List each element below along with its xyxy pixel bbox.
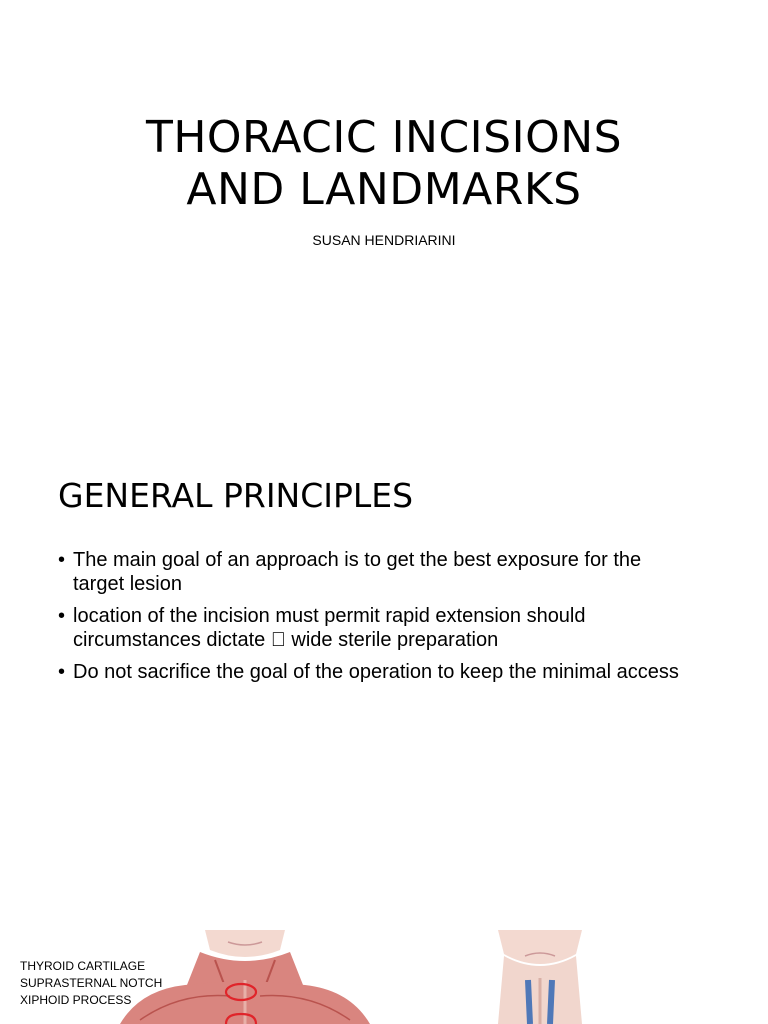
bullet-list: [58, 548, 738, 692]
landmark-label-xiphoid-process: XIPHOID PROCESS: [20, 993, 132, 1007]
bullet-text-line-1: location of the incision must permit rapid extension should: [73, 605, 586, 627]
bullet-item: [58, 604, 738, 652]
slide-title-line-2: AND LANDMARKS: [186, 164, 582, 215]
anatomy-muscles-illustration: [120, 930, 370, 1024]
slide-title-line-1: THORACIC INCISIONS: [145, 112, 623, 163]
bullet-text-line-2: target lesion: [73, 573, 182, 595]
bullet-marker: •: [58, 549, 66, 571]
anatomy-neck-illustration: [470, 930, 610, 1024]
slide-subtitle-author: SUSAN HENDRIARINI: [312, 232, 456, 248]
bullet-text-line-2: circumstances dictate wide sterile preparation: [73, 629, 478, 651]
bullet-item: [58, 660, 738, 684]
section-heading: GENERAL PRINCIPLES: [58, 476, 414, 515]
bullet-marker: •: [58, 661, 66, 683]
chin-skin: [205, 930, 285, 957]
bullet-marker: •: [58, 605, 66, 627]
bullet-text-line-1: Do not sacrifice the goal of the operation to keep the minimal access: [73, 661, 679, 683]
landmark-label-thyroid-cartilage: THYROID CARTILAGE: [20, 959, 146, 973]
slide-title: [0, 112, 768, 216]
bullet-text-line-1: The main goal of an approach is to get the best exposure for the: [73, 549, 642, 571]
chin-skin-right: [498, 930, 582, 964]
landmark-label-suprasternal-notch: SUPRASTERNAL NOTCH: [20, 976, 163, 990]
bullet-item: [58, 548, 738, 596]
